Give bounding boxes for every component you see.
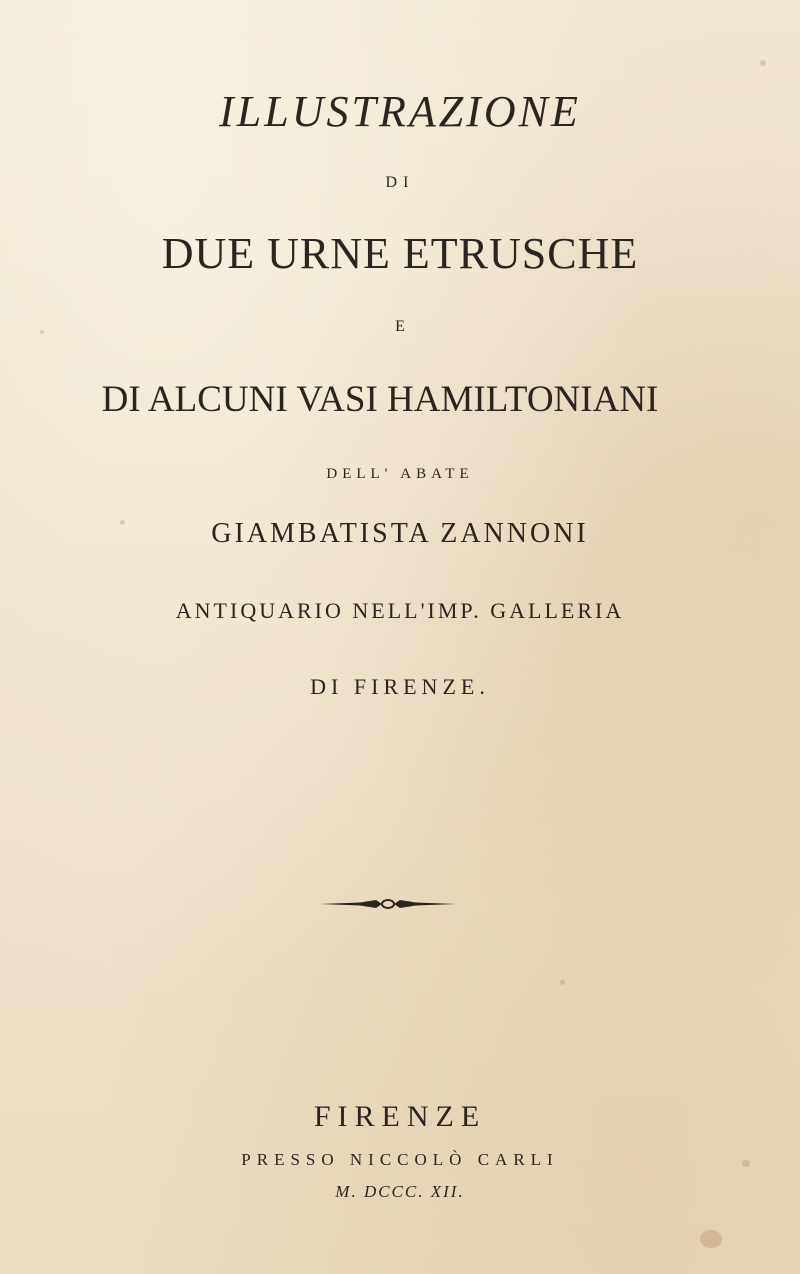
title-connector-di: DI <box>385 174 415 191</box>
imprint-year: M. DCCC. XII. <box>335 1182 465 1201</box>
author-name: GIAMBATISTA ZANNONI <box>211 518 589 549</box>
foxing-spot <box>700 1230 722 1248</box>
subject-line-2: DI ALCUNI VASI HAMILTONIANI <box>101 379 659 420</box>
author-prefix: DELL' ABATE <box>326 466 474 482</box>
title-connector-e: E <box>395 318 405 335</box>
imprint-city: FIRENZE <box>313 1100 487 1133</box>
foxing-spot <box>760 60 766 66</box>
book-title: ILLUSTRAZIONE <box>219 87 581 136</box>
ornament-rule-icon <box>320 896 456 912</box>
author-place: DI FIRENZE. <box>310 674 490 699</box>
foxing-spot <box>560 980 565 985</box>
imprint-publisher: PRESSO NICCOLÒ CARLI <box>241 1150 559 1169</box>
author-role: ANTIQUARIO NELL'IMP. GALLERIA <box>175 598 625 623</box>
subject-line-1: DUE URNE ETRUSCHE <box>161 229 639 278</box>
